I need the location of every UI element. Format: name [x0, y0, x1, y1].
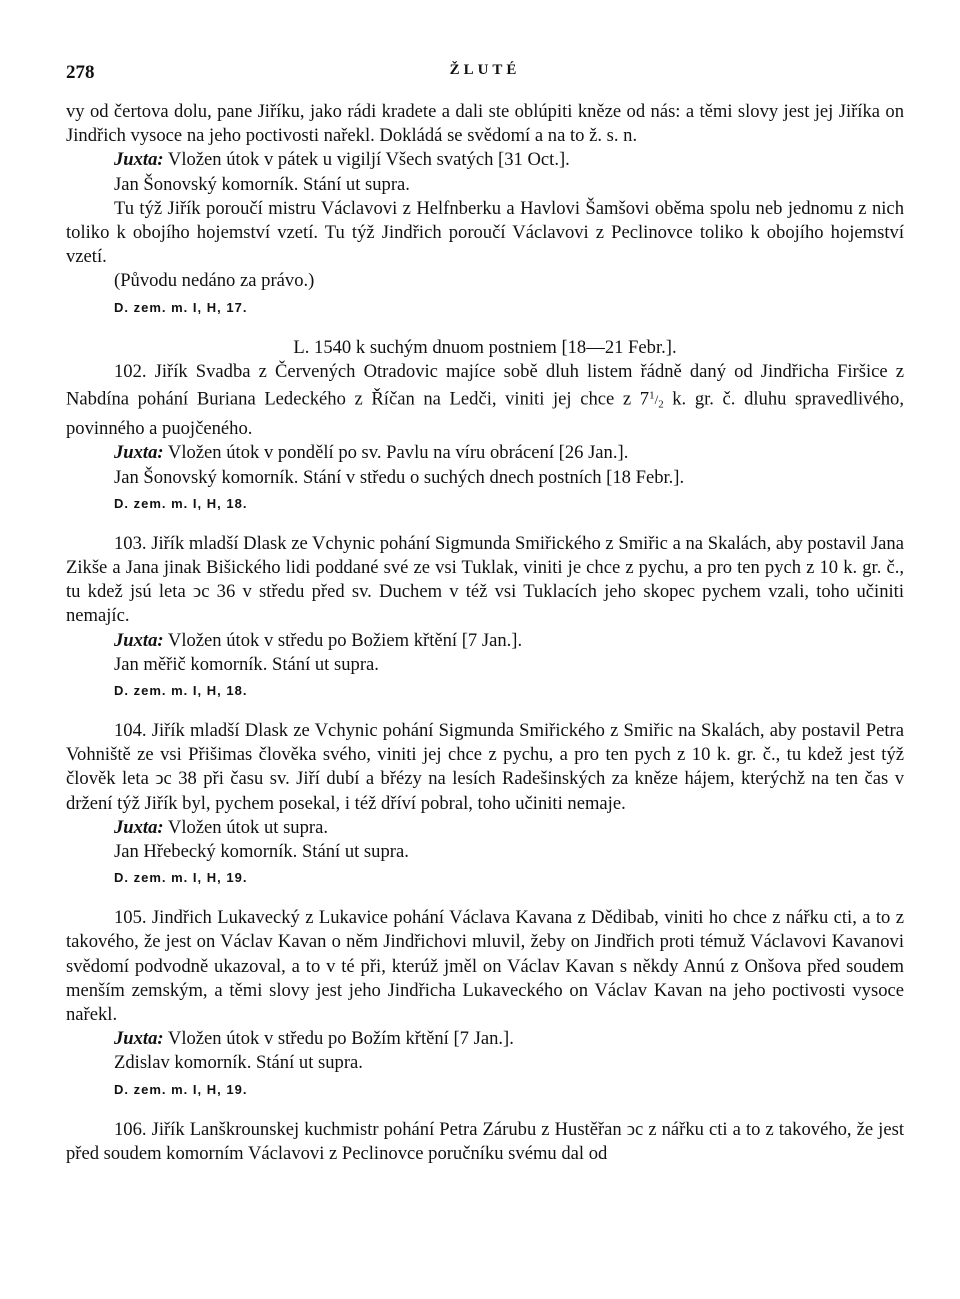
- komornik-line: Jan měřič komorník. Stání ut supra.: [114, 653, 379, 675]
- section-heading: L. 1540 k suchým dnuom postniem [18—21 Febr.].: [293, 336, 677, 358]
- fraction-denominator: 2: [658, 398, 664, 411]
- fraction-numerator: 1: [649, 390, 655, 403]
- paragraph: vy od čertova dolu, pane Jiříku, jako rádi kradete a dali ste oblúpiti kněze od nás: a těmi slovy jest jej Jiříka on Jindřich vysoce na jeho poctivosti nařekl. Dokládá se svědomí a na to ž. s. n.: [66, 101, 904, 147]
- juxta-text: Vložen útok ut supra.: [163, 816, 328, 838]
- juxta-label: Juxta:: [114, 149, 164, 171]
- source-reference: D. zem. m. I, H, 18.: [114, 495, 248, 511]
- source-reference: D. zem. m. I, H, 19.: [114, 1081, 248, 1097]
- entry-105-text: 105. Jindřich Lukavecký z Lukavice pohání Václava Kavana z Dědibab, viniti ho chce z nářku cti, a to z takového, že jest on Václav Kavan o něm Jindřichovi mluvil, žeby on Jindřich proti témuž Václavovi Kavanovi svědomí podvodně ukazoval, a to v té při, kterúž jměl on Václav Kavan s někdy Annú z Onšova před soudem menším zemským, a těmi slovy jest jeho Jindřicha Lukaveckého on Václav Kavan na jeho poctivosti vysoce nařekl.: [66, 907, 904, 1026]
- juxta-text: Vložen útok v pondělí po sv. Pavlu na víru obrácení [26 Jan.].: [163, 442, 629, 464]
- spacer: [66, 318, 904, 336]
- juxta-label: Juxta:: [114, 816, 164, 838]
- juxta-line: [66, 816, 904, 840]
- entry-106-text: 106. Jiřík Lanškrounskej kuchmistr pohání Petra Zárubu z Hustěřan ↄc z nářku cti a to z takového, že jest před soudem komorním Václavovi z Peclinovce poručníku svému dal od: [66, 1118, 904, 1164]
- fraction: $^1/_2$: [649, 390, 664, 411]
- juxta-line: [66, 148, 904, 172]
- entry-text: 102. Jiřík Svadba z Červených Otradovic majíce sobě dluh listem řádně daný od Jindřicha Firšice z Nabdína pohání Buriana Ledeckého z Říčan na Ledči, viniti jej chce z 7: [66, 360, 904, 410]
- page-body: [66, 100, 904, 1166]
- juxta-label: Juxta:: [114, 1028, 164, 1050]
- komornik-line: Jan Hřebecký komorník. Stání ut supra.: [114, 841, 409, 862]
- entry-102-text: [66, 360, 904, 442]
- komornik-line: Zdislav komorník. Stání ut supra.: [114, 1052, 363, 1074]
- paragraph: Tu týž Jiřík poroučí mistru Václavovi z Helfnberku a Havlovi Šamšovi oběma spolu neb jednomu z nich toliko k obojího hojemství vzetí. Tu týž Jindřich poroučí Václavovi z Peclinovce toliko k obojího hojemství vzetí.: [66, 197, 904, 268]
- spacer: [66, 514, 904, 532]
- running-title: ŽLUTÉ: [449, 62, 521, 78]
- entry-text: k. gr. č. dluhu spravedlivého, povinného a puojčeného.: [66, 388, 904, 440]
- page-number: 278: [66, 62, 95, 83]
- juxta-line: [66, 629, 904, 653]
- spacer: [66, 701, 904, 719]
- entry-104-text: 104. Jiřík mladší Dlask ze Vchynic pohání Sigmunda Smiřického z Smiřic na Skalách, aby postavil Petra Vohniště ze vsi Přišimas člověka svého, viniti jej chce z pychu, a pro ten pych z 10 k. gr. č., tu kdež jest týž člověk leta ↄc 38 při času sv. Jiří dubí a břézy na lesích Radešinských za kněze hájem, kterýchž na ten čas v držení týž Jiřík byl, pychem posekal, i též dříví pobral, toho učiniti nemaje.: [66, 719, 904, 814]
- source-reference: D. zem. m. I, H, 19.: [114, 870, 248, 886]
- entry-103-text: 103. Jiřík mladší Dlask ze Vchynic pohání Sigmunda Smiřického z Smiřic a na Skalách, aby postavil Jana Zikše a Jana jinak Bišického lidi poddané své ze vsi Tuklak, viniti je chce z pychu, a pro ten pych z 10 k. gr. č., tu kdež jsú leta ↄc 36 v středu před sv. Duchem v též vsi Tuklacích jeho skopec pychem vzali, toho učiniti nemajíc.: [66, 532, 904, 627]
- komornik-line: Jan Šonovský komorník. Stání v středu o suchých dnech postních [18 Febr.].: [114, 466, 685, 488]
- juxta-text: Vložen útok v pátek u vigiljí Všech svatých [31 Oct.].: [163, 149, 570, 171]
- komornik-line: Jan Šonovský komorník. Stání ut supra.: [114, 173, 410, 195]
- juxta-text: Vložen útok v středu po Božiem křtění [7 Jan.].: [163, 629, 523, 651]
- juxta-label: Juxta:: [114, 629, 164, 651]
- spacer: [66, 1100, 904, 1118]
- page-header: [66, 62, 904, 86]
- juxta-label: Juxta:: [114, 442, 164, 464]
- source-reference: D. zem. m. I, H, 17.: [114, 299, 248, 315]
- spacer: [66, 888, 904, 906]
- source-reference: D. zem. m. I, H, 18.: [114, 682, 248, 698]
- juxta-text: Vložen útok v středu po Božím křtění [7 Jan.].: [163, 1028, 514, 1050]
- note-line: (Původu nedáno za právo.): [114, 270, 315, 292]
- juxta-line: [66, 1027, 904, 1051]
- juxta-line: [66, 441, 904, 465]
